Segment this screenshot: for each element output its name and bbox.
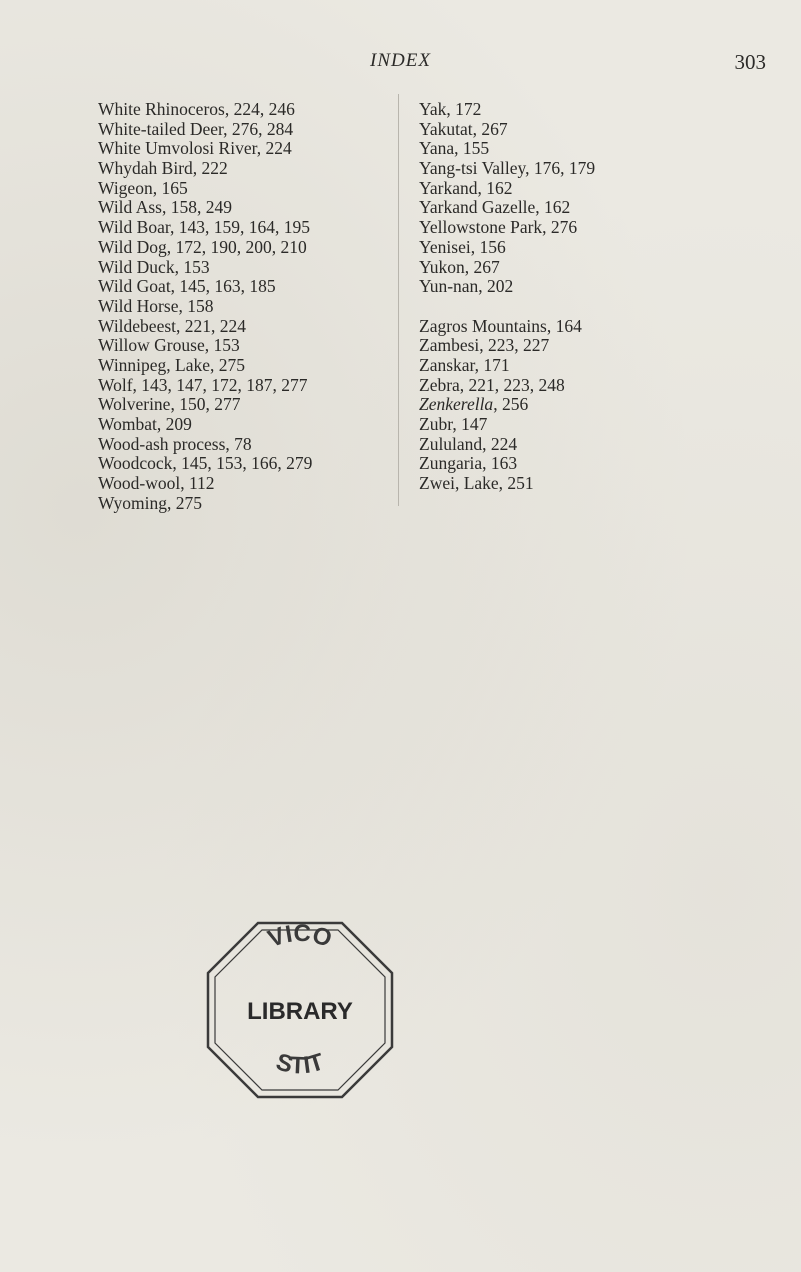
stamp-arc-bottom-text: STIT: [272, 1048, 328, 1080]
index-entry: Wild Dog, 172, 190, 200, 210: [98, 236, 307, 257]
index-entry: Wildebeest, 221, 224: [98, 315, 247, 336]
index-entry: Yakutat, 267: [419, 118, 508, 139]
library-stamp: [200, 915, 400, 1105]
index-entry: Wigeon, 165: [98, 177, 188, 198]
index-entry: Woodcock, 145, 153, 166, 279: [98, 453, 313, 474]
page-number: 303: [734, 50, 766, 74]
index-entry: White Umvolosi River, 224: [98, 138, 292, 159]
index-entry: Yun-nan, 202: [419, 276, 514, 297]
index-entry: Wild Horse, 158: [98, 295, 214, 316]
index-entry: White Rhinoceros, 224, 246: [98, 99, 295, 119]
index-entry: Zululand, 224: [419, 433, 518, 454]
column-divider: [398, 94, 399, 506]
stamp-center-text: LIBRARY: [247, 998, 353, 1025]
index-entry: Zwei, Lake, 251: [419, 473, 534, 494]
index-entry: Zambesi, 223, 227: [419, 335, 550, 356]
index-entry: Zagros Mountains, 164: [419, 315, 582, 336]
index-entry: Wombat, 209: [98, 414, 192, 434]
entry-pages: , 256: [493, 394, 529, 415]
index-entry: Wyoming, 275: [98, 492, 202, 513]
index-entry: Yellowstone Park, 276: [419, 217, 578, 238]
index-entry: Wolf, 143, 147, 172, 187, 277: [98, 374, 308, 395]
index-entry: Wood-ash process, 78: [98, 433, 252, 454]
index-entry: Yenisei, 156: [419, 236, 506, 257]
index-entry: White-tailed Deer, 276, 284: [98, 118, 294, 139]
index-entry: Wild Goat, 145, 163, 185: [98, 276, 276, 297]
index-entry: Wild Ass, 158, 249: [98, 197, 232, 218]
index-column-right: [419, 100, 789, 494]
index-entry: Winnipeg, Lake, 275: [98, 354, 246, 375]
index-entry: Wild Duck, 153: [98, 256, 210, 277]
index-entry: Yukon, 267: [419, 256, 500, 277]
index-entry: Zungaria, 163: [419, 453, 518, 474]
index-entry: Yarkand, 162: [419, 177, 513, 198]
index-entry-italic: [419, 395, 789, 415]
index-entry: Zebra, 221, 223, 248: [419, 374, 565, 395]
index-entry: Wild Boar, 143, 159, 164, 195: [98, 217, 310, 238]
index-entry: Yang-tsi Valley, 176, 179: [419, 158, 596, 179]
index-entry: Wood-wool, 112: [98, 473, 215, 494]
index-entry: Yak, 172: [419, 99, 482, 119]
letter-group-gap: [419, 297, 789, 317]
index-entry: Zubr, 147: [419, 414, 488, 434]
running-header-title: INDEX: [370, 50, 431, 71]
stamp-arc-top-text: VICO: [264, 919, 336, 954]
index-entry: Wolverine, 150, 277: [98, 394, 241, 415]
index-entry: Yarkand Gazelle, 162: [419, 197, 571, 218]
index-entry: Zanskar, 171: [419, 354, 510, 375]
index-entry: Willow Grouse, 153: [98, 335, 240, 356]
italic-term: Zenkerella: [419, 394, 494, 415]
index-entry: Whydah Bird, 222: [98, 158, 228, 179]
index-entry: Yana, 155: [419, 138, 490, 159]
index-column-left: [98, 100, 398, 513]
